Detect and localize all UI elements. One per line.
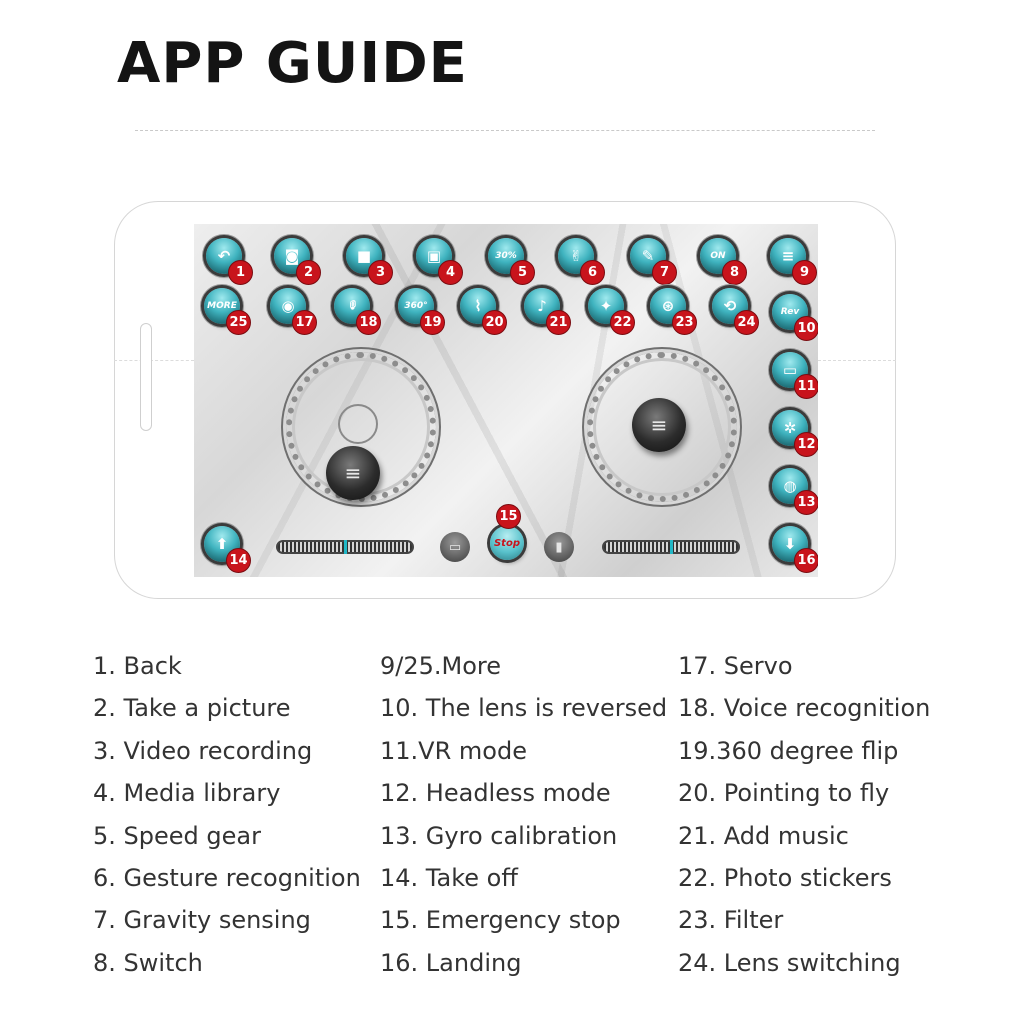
- badge-16: 16: [794, 548, 818, 573]
- badge-8: 8: [722, 260, 747, 285]
- signal-icon: ▮: [544, 532, 574, 562]
- badge-24: 24: [734, 310, 759, 335]
- legend-item: 16. Landing: [380, 948, 522, 977]
- badge-1: 1: [228, 260, 253, 285]
- gesture-icon: ✌: [569, 247, 583, 265]
- legend-item: 8. Switch: [93, 948, 203, 977]
- legend-item: 3. Video recording: [93, 736, 313, 765]
- badge-25: 25: [226, 310, 251, 335]
- badge-22: 22: [610, 310, 635, 335]
- badge-19: 19: [420, 310, 445, 335]
- video-icon: ■: [356, 247, 372, 265]
- badge-9: 9: [792, 260, 817, 285]
- filter-icon: ⊛: [661, 297, 675, 315]
- servo-icon: ◉: [281, 297, 295, 315]
- legend-item: 12. Headless mode: [380, 779, 611, 808]
- vr-icon: ▭: [782, 361, 798, 379]
- left-joystick-knob[interactable]: ≡: [326, 446, 380, 500]
- badge-12: 12: [794, 432, 818, 457]
- title-divider: [135, 130, 875, 131]
- right-trim-slider[interactable]: [602, 540, 740, 554]
- legend-item: 22. Photo stickers: [678, 864, 892, 893]
- gravity-icon: ✎: [641, 247, 655, 265]
- more-menu-icon: ≡: [781, 247, 795, 265]
- legend-item: 17. Servo: [678, 652, 793, 680]
- point-fly-icon: ⌇: [474, 297, 482, 315]
- legend-item: 5. Speed gear: [93, 821, 261, 850]
- flip-360-icon: 360°: [404, 301, 428, 311]
- badge-13: 13: [794, 490, 818, 515]
- media-icon: ▣: [426, 247, 442, 265]
- back-icon: ↶: [217, 247, 231, 265]
- sticker-icon: ✦: [599, 297, 613, 315]
- gyro-icon: ◍: [783, 477, 797, 495]
- music-icon: ♪: [537, 297, 547, 315]
- badge-7: 7: [652, 260, 677, 285]
- badge-15: 15: [496, 504, 521, 529]
- switch-icon: ON: [710, 251, 726, 261]
- speed-icon: 30%: [495, 251, 517, 261]
- emergency-stop-button[interactable]: Stop: [490, 526, 524, 560]
- badge-17: 17: [292, 310, 317, 335]
- legend-item: 2. Take a picture: [93, 694, 291, 723]
- left-joystick-center: [338, 404, 378, 444]
- app-screen: [194, 224, 818, 577]
- badge-23: 23: [672, 310, 697, 335]
- legend-item: 15. Emergency stop: [380, 906, 621, 935]
- lens-reverse-icon: Rev: [780, 307, 800, 317]
- microphone-icon: 🎙: [346, 301, 358, 311]
- legend-item: 10. The lens is reversed: [380, 694, 668, 723]
- legend-item: 13. Gyro calibration: [380, 821, 618, 850]
- badge-5: 5: [510, 260, 535, 285]
- badge-18: 18: [356, 310, 381, 335]
- landing-icon: ⬇: [783, 535, 797, 553]
- legend-col-2: [380, 645, 667, 984]
- legend-item: 24. Lens switching: [678, 948, 901, 977]
- badge-3: 3: [368, 260, 393, 285]
- takeoff-icon: ⬆: [215, 535, 229, 553]
- badge-20: 20: [482, 310, 507, 335]
- badge-2: 2: [296, 260, 321, 285]
- badge-14: 14: [226, 548, 251, 573]
- left-trim-slider[interactable]: [276, 540, 414, 554]
- legend-col-3: [678, 645, 930, 984]
- legend-item: 19.360 degree flip: [678, 736, 899, 765]
- badge-11: 11: [794, 374, 818, 399]
- badge-21: 21: [546, 310, 571, 335]
- headless-icon: ✲: [783, 419, 797, 437]
- camera-icon: ◙: [284, 247, 300, 265]
- more-icon: MORE: [207, 301, 237, 311]
- badge-10: 10: [794, 316, 818, 341]
- legend-item: 11.VR mode: [380, 736, 527, 765]
- legend-item: 14. Take off: [380, 864, 518, 893]
- right-joystick-knob[interactable]: ≡: [632, 398, 686, 452]
- page-title: APP GUIDE: [117, 31, 468, 96]
- legend-item: 21. Add music: [678, 821, 849, 850]
- legend-item: 20. Pointing to fly: [678, 779, 890, 808]
- legend-item: 7. Gravity sensing: [93, 906, 311, 935]
- phone-home-button: [140, 323, 152, 431]
- lens-switch-icon: ⟲: [723, 297, 737, 315]
- legend-col-1: [93, 645, 361, 984]
- legend-item: 23. Filter: [678, 906, 784, 935]
- legend-item: 18. Voice recognition: [678, 694, 931, 723]
- legend-item: 1. Back: [93, 652, 182, 680]
- badge-4: 4: [438, 260, 463, 285]
- legend-item: 6. Gesture recognition: [93, 864, 361, 893]
- guide-line-left: [114, 360, 194, 361]
- badge-6: 6: [580, 260, 605, 285]
- battery-icon: ▭: [440, 532, 470, 562]
- legend-item: 9/25.More: [380, 652, 502, 680]
- guide-line-right: [818, 360, 896, 361]
- legend-item: 4. Media library: [93, 779, 281, 808]
